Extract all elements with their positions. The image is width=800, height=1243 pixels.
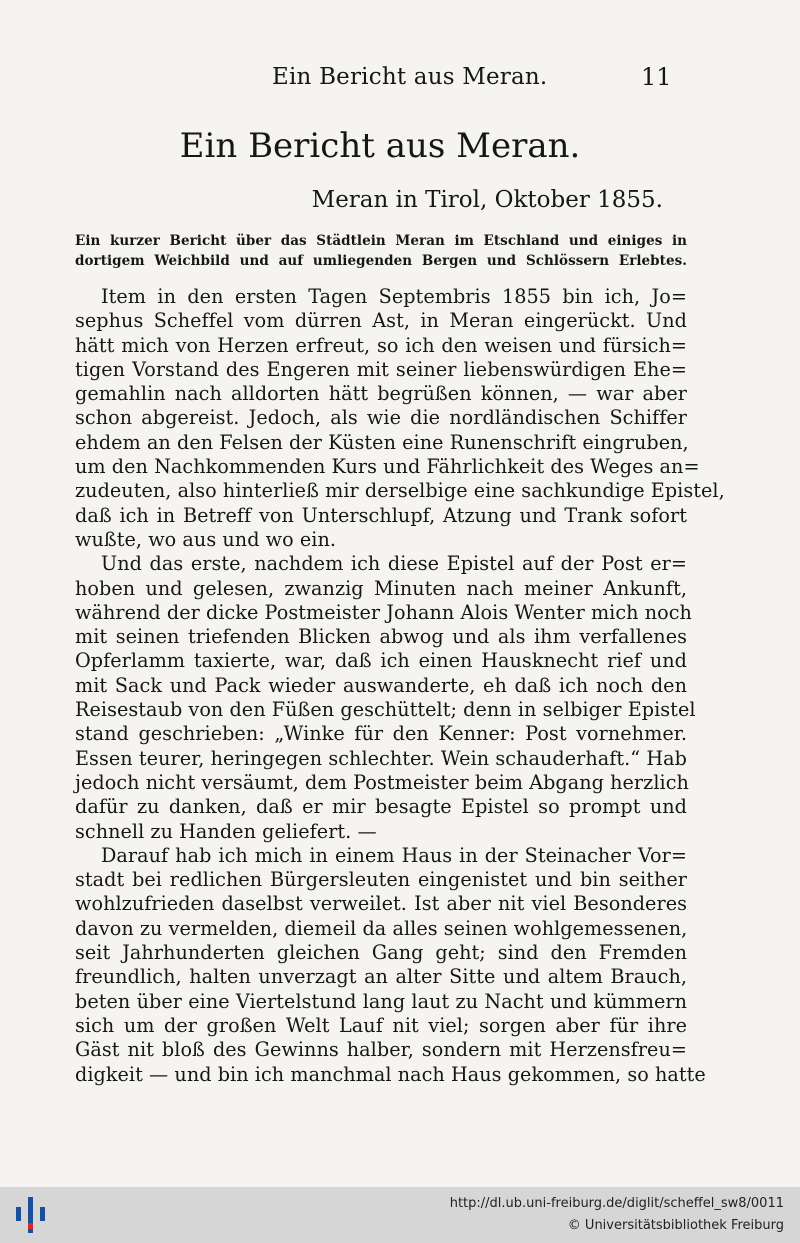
- text-line: freundlich, halten unverzagt an alter Sitte und altem Brauch,: [75, 965, 687, 989]
- text-line: dafür zu danken, daß er mir besagte Epistel so prompt und: [75, 795, 687, 819]
- chapter-title: Ein Bericht aus Meran.: [179, 126, 581, 166]
- ub-freiburg-logo-icon: [10, 1195, 52, 1235]
- running-head: [0, 62, 800, 92]
- text-line: stand geschrieben: „Winke für den Kenner: Post vornehmer.: [75, 722, 687, 746]
- text-line: hätt mich von Herzen erfreut, so ich den weisen und fürsich=: [75, 333, 687, 357]
- text-line: hoben und gelesen, zwanzig Minuten nach meiner Ankunft,: [75, 576, 687, 600]
- text-line: schon abgereist. Jedoch, als wie die nordländischen Schiffer: [75, 406, 687, 430]
- body-text: [75, 285, 725, 1087]
- library-footer: [0, 1187, 800, 1243]
- text-line: daß ich in Betreff von Unterschlupf, Atzung und Trank sofort: [75, 503, 687, 527]
- text-line: gemahlin nach alldorten hätt begrüßen können, — war aber: [75, 382, 687, 406]
- text-line: wußte, wo aus und wo ein.: [75, 527, 337, 551]
- text-line: tigen Vorstand des Engeren mit seiner liebenswürdigen Ehe=: [75, 357, 687, 381]
- text-line: schnell zu Handen geliefert. —: [75, 819, 377, 843]
- text-line: sephus Scheffel vom dürren Ast, in Meran eingerückt. Und: [75, 309, 687, 333]
- text-line: Darauf hab ich mich in einem Haus in der Steinacher Vor=: [101, 843, 687, 867]
- text-line: wohlzufrieden daselbst verweilet. Ist aber nit viel Besonderes: [75, 892, 687, 916]
- running-title: Ein Bericht aus Meran.: [272, 64, 548, 90]
- text-line: digkeit — und bin ich manchmal nach Haus gekommen, so hatte: [75, 1062, 706, 1086]
- page-number: 11: [641, 63, 672, 91]
- source-url-link[interactable]: http://dl.ub.uni-freiburg.de/diglit/scheffel_sw8/0011: [449, 1196, 784, 1211]
- text-line: mit Sack und Pack wieder auswanderte, eh daß ich noch den: [75, 673, 687, 697]
- chapter-summary: [75, 231, 687, 271]
- text-line: seit Jahrhunderten gleichen Gang geht; sind den Fremden: [75, 941, 687, 965]
- text-line: stadt bei redlichen Bürgersleuten eingenistet und bin seither: [75, 868, 687, 892]
- text-line: um den Nachkommenden Kurs und Fährlichkeit des Weges an=: [75, 455, 700, 479]
- copyright-notice: © Universitätsbibliothek Freiburg: [567, 1218, 784, 1233]
- text-line: Und das erste, nachdem ich diese Epistel auf der Post er=: [101, 552, 687, 576]
- text-line: jedoch nicht versäumt, dem Postmeister beim Abgang herzlich: [75, 770, 689, 794]
- text-line: während der dicke Postmeister Johann Alois Wenter mich noch: [75, 600, 692, 624]
- text-line: zudeuten, also hinterließ mir derselbige eine sachkundige Epistel,: [75, 479, 725, 503]
- text-line: Opferlamm taxierte, war, daß ich einen Hausknecht rief und: [75, 649, 687, 673]
- text-line: Reisestaub von den Füßen geschüttelt; denn in selbiger Epistel: [75, 698, 696, 722]
- summary-line: dortigem Weichbild und auf umliegenden Bergen und Schlössern Erlebtes.: [75, 253, 687, 269]
- text-line: beten über eine Viertelstund lang laut zu Nacht und kümmern: [75, 989, 687, 1013]
- text-line: sich um der großen Welt Lauf nit viel; sorgen aber für ihre: [75, 1013, 687, 1037]
- text-line: Item in den ersten Tagen Septembris 1855 bin ich, Jo=: [101, 285, 687, 308]
- dateline: Meran in Tirol, Oktober 1855.: [311, 187, 663, 213]
- text-line: Gäst nit bloß des Gewinns halber, sondern mit Herzensfreu=: [75, 1038, 687, 1062]
- text-line: mit seinen triefenden Blicken abwog und als ihm verfallenes: [75, 625, 687, 649]
- summary-line: Ein kurzer Bericht über das Städtlein Meran im Etschland und einiges in: [75, 233, 687, 249]
- text-line: ehdem an den Felsen der Küsten eine Runenschrift eingruben,: [75, 430, 689, 454]
- text-line: Essen teurer, heringegen schlechter. Wein schauderhaft.“ Hab: [75, 746, 687, 770]
- text-line: davon zu vermelden, diemeil da alles seinen wohlgemessenen,: [75, 916, 688, 940]
